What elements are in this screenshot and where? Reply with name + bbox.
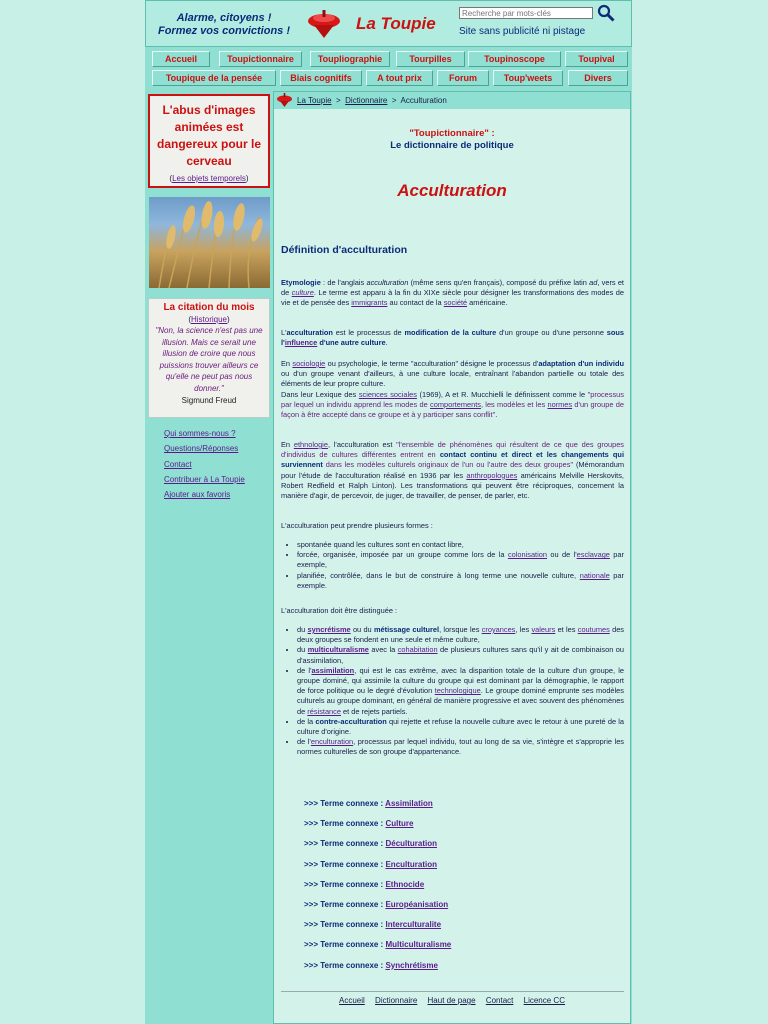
- footer-divider: [281, 991, 624, 992]
- nav-divers[interactable]: Divers: [568, 70, 628, 86]
- link-anthropologues[interactable]: anthropologues: [466, 470, 518, 480]
- term-prefix: >>> Terme connexe :: [304, 879, 384, 889]
- term-prefix: >>> Terme connexe :: [304, 819, 384, 829]
- link-esclavage[interactable]: esclavage: [576, 550, 610, 560]
- related-term-row: [304, 799, 451, 819]
- forms-intro: L'acculturation peut prendre plusieurs formes :: [281, 521, 433, 530]
- link-societe[interactable]: société: [443, 298, 468, 308]
- ethnology-paragraph: En ethnologie, l'acculturation est "l'ensemble de phénomènes qui résultent de ce que des groupes d'individus de cultures différentes entrent en contact continu et direct et les changements qui surviennent dans les modèles culturels originaux de l'un ou l'autre des deux groupes" (Mémorandum pour l'étude de l'acculturation réalisé en 1936 par les anthropologues américains Melville Herskovits, Robert Redfield et Ralph Linton). Les transformations qui peuvent être réciproques, concernent la manière d'agir, de percevoir, de juger, de travailler, de penser, de parler, etc.: [281, 440, 625, 501]
- list-item: • du multiculturalisme avec la cohabitation de plusieurs cultures sans qu'il y ait de combinaison ou d'assimilation,: [297, 645, 624, 665]
- left-sidebar: [145, 91, 272, 1024]
- related-term-link[interactable]: Ethnocide: [385, 879, 425, 889]
- link-nationale[interactable]: nationale: [579, 570, 610, 580]
- page-title: Acculturation: [397, 181, 507, 200]
- term-prefix: >>> Terme connexe :: [304, 920, 384, 930]
- link-assimilation-inline[interactable]: assimilation: [311, 665, 355, 675]
- section-title: Définition d'acculturation: [281, 244, 408, 256]
- list-item: • du syncrétisme ou du métissage culturel, lorsque les croyances, les valeurs et les coutumes des deux groupes se fondent en une seule et même culture,: [297, 625, 624, 645]
- dict-title: "Toupictionnaire" :: [409, 128, 495, 139]
- list-item: • forcée, organisée, imposée par un groupe comme lors de la colonisation ou de l'esclavage par exemple,: [297, 550, 624, 570]
- quote-title: La citation du mois: [163, 302, 255, 313]
- slogan: [154, 12, 294, 38]
- related-term-link[interactable]: Culture: [385, 819, 414, 829]
- distinct-intro: L'acculturation doit être distinguée :: [281, 606, 398, 615]
- historique-link[interactable]: Historique: [190, 315, 227, 324]
- sociology-paragraph: En sociologie ou psychologie, le terme "acculturation" désigne le processus d'adaptation d'un individu ou d'un groupe venant d'ailleurs, à une culture locale, entraînant l'abandon partielle ou totale des éléments de leur propre culture. Dans leur Lexique des sciences sociales (1969), A et R. Mucchielli le définissent comme le "processus par lequel un individu apprend les modes de comportements, les modèles et les normes d'un groupe de façon à être accepté dans ce groupe et à y participer sans conflit".: [281, 359, 624, 420]
- sidebar-links: [164, 426, 245, 502]
- related-term-row: [304, 839, 451, 859]
- term-prefix: >>> Terme connexe :: [304, 940, 384, 950]
- footer-link-contact[interactable]: Contact: [485, 996, 514, 1005]
- link-coutumes[interactable]: coutumes: [577, 625, 610, 634]
- quote-link-wrap: (Historique): [188, 315, 230, 324]
- term-prefix: >>> Terme connexe :: [304, 899, 384, 909]
- related-term-row: [304, 819, 451, 839]
- distinct-list: [281, 625, 624, 758]
- nav-a-tout-prix[interactable]: A tout prix: [366, 70, 433, 86]
- nav-toupival[interactable]: Toupival: [565, 51, 628, 67]
- related-term-row: [304, 940, 451, 960]
- sidebar-link-contact[interactable]: Contact: [164, 459, 192, 469]
- nav-toupique-pensee[interactable]: Toupique de la pensée: [152, 70, 276, 86]
- search-input[interactable]: [459, 7, 593, 19]
- term-prefix: >>> Terme connexe :: [304, 839, 384, 849]
- footer-links: [274, 996, 630, 1005]
- sidebar-link-contribuer[interactable]: Contribuer à La Toupie: [164, 474, 245, 484]
- related-term-link[interactable]: Multiculturalisme: [385, 940, 452, 950]
- nav-accueil[interactable]: Accueil: [152, 51, 210, 67]
- footer-link-haut[interactable]: Haut de page: [427, 996, 476, 1005]
- list-item: • spontanée quand les cultures sont en contact libre,: [297, 540, 624, 550]
- link-syncretisme[interactable]: syncrétisme: [307, 625, 351, 634]
- link-enculturation-inline[interactable]: enculturation: [310, 737, 354, 747]
- link-cohabitation[interactable]: cohabitation: [397, 645, 438, 655]
- link-comportements[interactable]: comportements: [430, 399, 481, 409]
- related-term-row: [304, 860, 451, 880]
- sidebar-link-qui-sommes-nous[interactable]: Qui sommes-nous ?: [164, 429, 236, 438]
- related-term-row: [304, 961, 451, 981]
- quote-box: [148, 298, 270, 418]
- term-prefix: >>> Terme connexe :: [304, 799, 384, 808]
- related-term-link[interactable]: Enculturation: [385, 859, 438, 869]
- tagline: Site sans publicité ni pistage: [459, 26, 586, 37]
- main-nav: [145, 49, 632, 89]
- term-prefix: >>> Terme connexe :: [304, 859, 384, 869]
- nav-toupinoscope[interactable]: Toupinoscope: [468, 51, 561, 67]
- link-sciences-sociales[interactable]: sciences sociales: [358, 389, 417, 399]
- link-normes[interactable]: normes: [547, 399, 573, 409]
- related-term-link[interactable]: Déculturation: [385, 839, 438, 849]
- nav-toupictionnaire[interactable]: Toupictionnaire: [219, 51, 302, 67]
- breadcrumb-current: Acculturation: [400, 96, 447, 105]
- site-title[interactable]: La Toupie: [356, 14, 436, 33]
- main-content: [273, 91, 631, 1024]
- nav-biais-cognitifs[interactable]: Biais cognitifs: [280, 70, 362, 86]
- sidebar-link-favoris[interactable]: Ajouter aux favoris: [164, 490, 231, 500]
- link-culture-inline[interactable]: culture: [291, 288, 314, 298]
- link-colonisation[interactable]: colonisation: [507, 550, 547, 560]
- breadcrumb-home[interactable]: La Toupie: [297, 96, 332, 105]
- list-item: • planifiée, contrôlée, dans le but de construire à long terme une nouvelle culture, nationale par exemple.: [297, 571, 624, 591]
- link-influence[interactable]: influence: [284, 338, 318, 348]
- quote-author: Sigmund Freud: [181, 396, 237, 405]
- related-term-link[interactable]: Européanisation: [385, 899, 449, 909]
- wheat-illustration: [149, 197, 270, 288]
- slogan-line-2: Formez vos convictions !: [157, 25, 291, 37]
- slogan-line-1: Alarme, citoyens !: [176, 12, 272, 24]
- nav-toupweets[interactable]: Toup'weets: [493, 70, 563, 86]
- related-term-row: [304, 880, 451, 900]
- objets-temporels-link[interactable]: Les objets temporels: [172, 174, 246, 183]
- link-sociologie[interactable]: sociologie: [292, 359, 326, 368]
- related-terms: [304, 799, 451, 981]
- site-header: [145, 0, 632, 47]
- breadcrumb-sep-2: >: [391, 96, 397, 105]
- footer-link-accueil[interactable]: Accueil: [339, 996, 365, 1005]
- breadcrumb: [297, 96, 447, 105]
- list-item: • de la contre-acculturation qui rejette et refuse la nouvelle culture avec le retour à une pureté de la culture d'origine.: [297, 717, 624, 737]
- definition-paragraph: L'acculturation est le processus de modification de la culture d'un groupe ou d'une personne sous l'influence d'une autre culture.: [281, 328, 624, 348]
- sidebar-link-questions[interactable]: Questions/Réponses: [164, 444, 239, 454]
- nav-forum[interactable]: Forum: [437, 70, 489, 86]
- warning-link-wrap: (Les objets temporels): [169, 174, 249, 183]
- link-croyances[interactable]: croyances: [481, 625, 516, 634]
- related-term-link[interactable]: Assimilation: [385, 799, 433, 808]
- wheat-image: [149, 197, 270, 288]
- link-multiculturalisme-inline[interactable]: multiculturalisme: [307, 645, 369, 655]
- quote-text: "Non, la science n'est pas une illusion. Mais ce serait une illusion de croire que nous puissions trouver ailleurs ce qu'elle ne peut pas nous donner.": [155, 326, 263, 393]
- page-container: [145, 0, 632, 1024]
- related-term-row: [304, 900, 451, 920]
- term-prefix: >>> Terme connexe :: [304, 960, 384, 970]
- nav-tourpilles[interactable]: Tourpilles: [396, 51, 465, 67]
- link-immigrants[interactable]: immigrants: [351, 298, 388, 308]
- footer-link-licence[interactable]: Licence CC: [523, 996, 565, 1005]
- nav-toupliographie[interactable]: Toupliographie: [310, 51, 390, 67]
- etymology-paragraph: Etymologie : de l'anglais acculturation (même sens qu'en français), composé du préfixe latin ad, vers et de culture. Le terme est apparu à la fin du XIXe siècle pour désigner les transformations des modes de vie et de pensée des immigrants au contact de la société américaine.: [281, 278, 625, 308]
- warning-box: [148, 94, 270, 188]
- breadcrumb-sep: >: [336, 96, 341, 105]
- link-technologique[interactable]: technologique: [434, 686, 481, 696]
- link-valeurs[interactable]: valeurs: [531, 625, 556, 634]
- spinning-top-icon[interactable]: [306, 9, 342, 39]
- link-ethnologie[interactable]: ethnologie: [293, 440, 328, 449]
- link-resistance[interactable]: résistance: [307, 706, 341, 716]
- related-term-link[interactable]: Interculturalite: [385, 920, 442, 930]
- breadcrumb-section[interactable]: Dictionnaire: [345, 96, 388, 105]
- warning-title: L'abus d'images animées est dangereux pour le cerveau: [156, 103, 262, 168]
- forms-list: [281, 540, 624, 591]
- dict-subtitle: Le dictionnaire de politique: [390, 140, 514, 151]
- list-item: • de l'assimilation, qui est le cas extrême, avec la disparition totale de la culture d'un groupe, le groupe dominé, qui assimile la culture du groupe qui est dominant par la démographie, le rapport de force politique ou le degré d'évolution technologique. Le groupe dominé emprunte ses modèles culturels au groupe dominant, en général de manière progressive et avec souvent des phénomènes de résistance et de rejets partiels.: [297, 666, 624, 717]
- breadcrumb-bar: [274, 92, 630, 109]
- spinning-top-small-icon: [276, 93, 293, 107]
- list-item: • de l'enculturation, processus par lequel individu, tout au long de sa vie, s'intègre et s'approprie les normes culturelles de son groupe d'appartenance.: [297, 737, 624, 757]
- related-term-link[interactable]: Synchrétisme: [385, 960, 438, 970]
- related-term-row: [304, 920, 451, 940]
- magnifier-icon[interactable]: [597, 4, 615, 22]
- footer-link-dictionnaire[interactable]: Dictionnaire: [375, 996, 418, 1005]
